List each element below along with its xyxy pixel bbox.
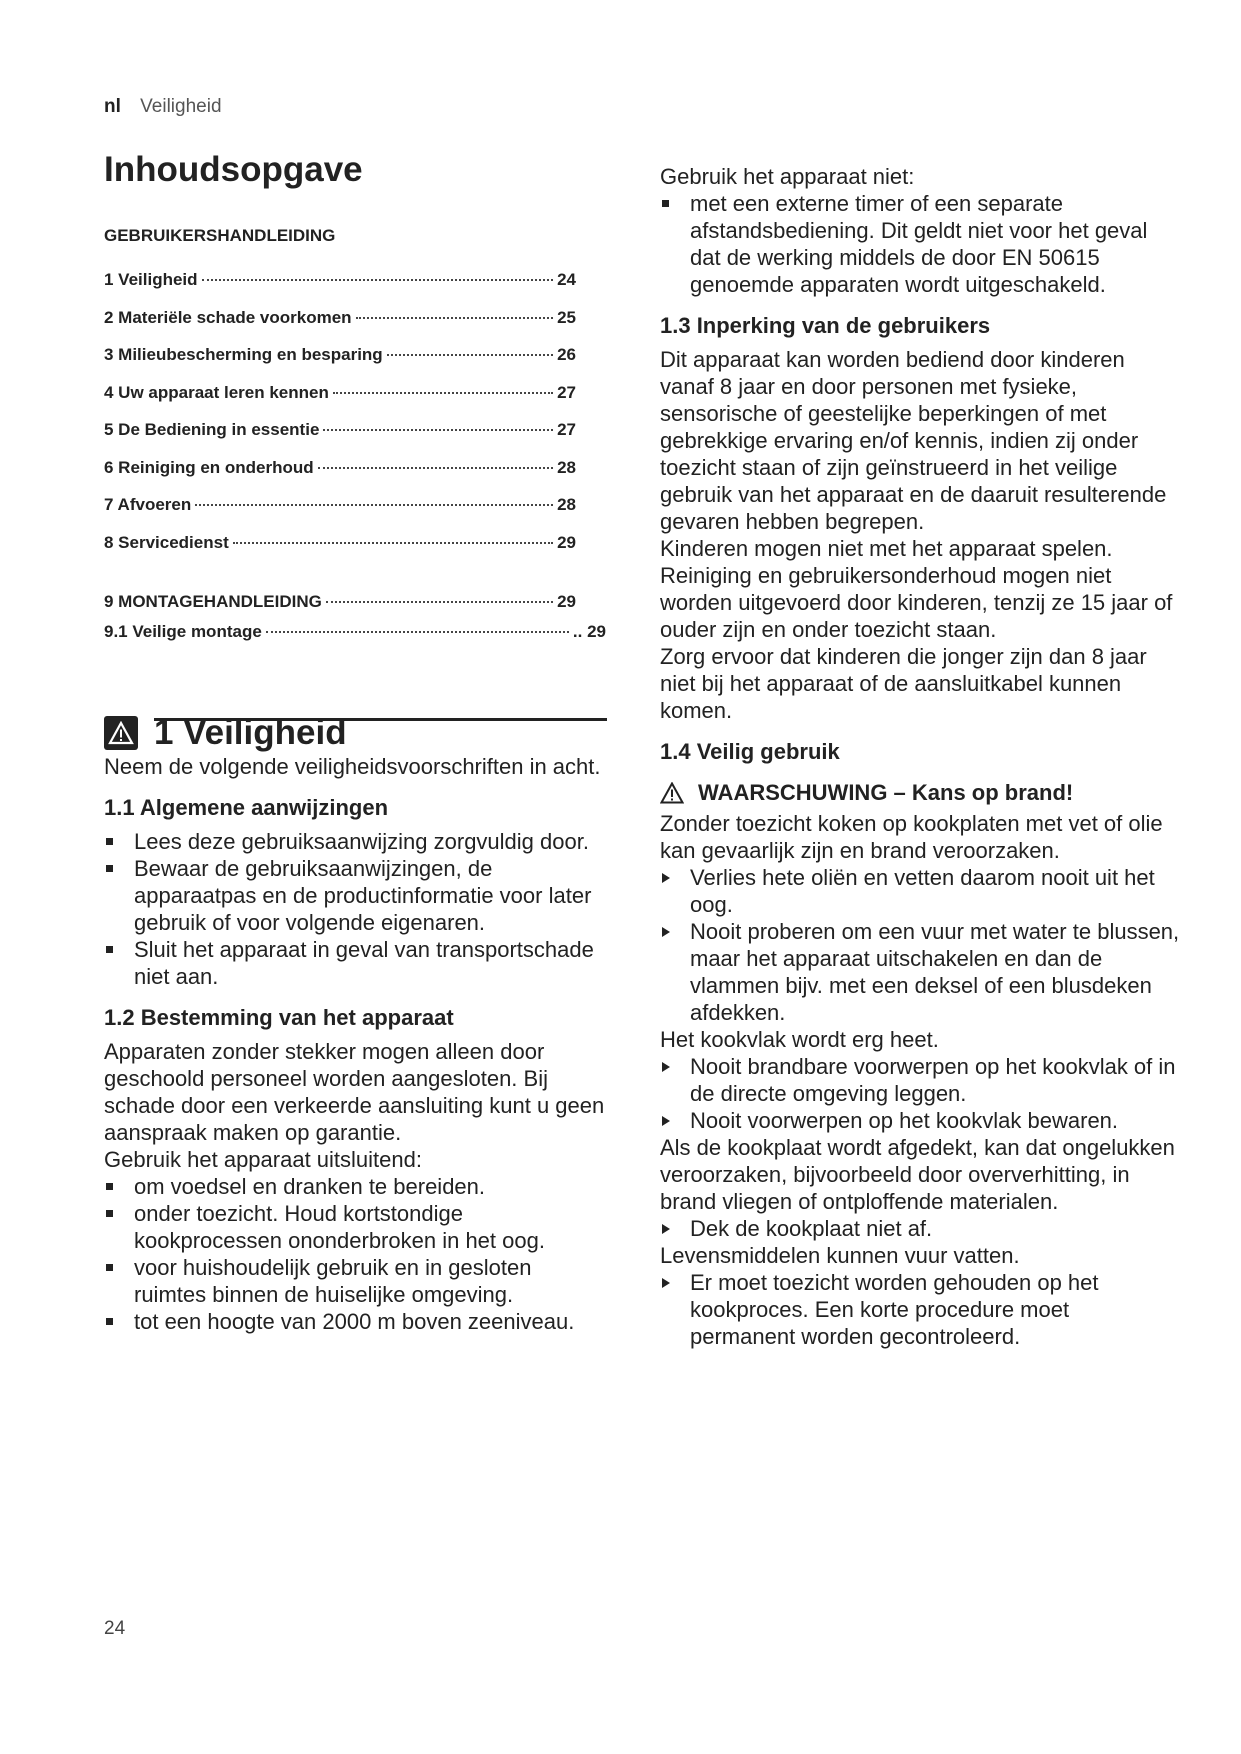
toc-entry-title: 9 MONTAGEHANDLEIDING xyxy=(104,592,322,611)
page-number: 24 xyxy=(104,1618,126,1639)
language-code: nl xyxy=(104,96,121,117)
paragraph: Levensmiddelen kunnen vuur vatten. xyxy=(660,1243,1020,1268)
paragraph: Als de kookplaat wordt afgedekt, kan dat ongelukken veroorzaken, bijvoorbeeld door oververhitting, in brand vliegen of ontploffende materialen. xyxy=(660,1135,1175,1214)
list-item: om voedsel en dranken te bereiden. xyxy=(104,1173,609,1200)
list-item: Nooit proberen om een vuur met water te blussen, maar het apparaat uitschakelen en dan de vlammen bijv. met een deksel of een blusdeken afdekken. xyxy=(660,918,1180,1026)
paragraph: Gebruik het apparaat uitsluitend: xyxy=(104,1147,422,1172)
section-heading-1-4: 1.4 Veilig gebruik xyxy=(660,739,840,764)
paragraph: Zonder toezicht koken op kookplaten met vet of olie kan gevaarlijk zijn en brand veroorzaken. xyxy=(660,811,1163,863)
toc-dots xyxy=(356,317,554,319)
page-header xyxy=(104,96,222,118)
list-item: Nooit voorwerpen op het kookvlak bewaren. xyxy=(660,1107,1180,1134)
toc-title: Inhoudsopgave xyxy=(104,150,363,189)
toc-entry[interactable] xyxy=(104,383,576,421)
toc-entry-title: 2 Materiële schade voorkomen xyxy=(104,307,352,327)
toc-entry[interactable] xyxy=(104,533,576,571)
intended-use-list xyxy=(104,1173,609,1335)
toc-entry[interactable] xyxy=(104,495,576,533)
toc-dots xyxy=(318,467,553,469)
toc-dots xyxy=(202,279,554,281)
toc-entry-montage[interactable] xyxy=(104,622,606,652)
toc-section-label: GEBRUIKERSHANDLEIDING xyxy=(104,226,336,245)
list-item: Dek de kookplaat niet af. xyxy=(660,1215,1180,1242)
header-section: Veiligheid xyxy=(140,96,222,117)
section-heading-1-2: 1.2 Bestemming van het apparaat xyxy=(104,1005,454,1030)
toc-entry-title: 6 Reiniging en onderhoud xyxy=(104,457,314,477)
toc-entry-page: 27 xyxy=(557,420,576,439)
list-item: voor huishoudelijk gebruik en in gesloten ruimtes binnen de huiselijke omgeving. xyxy=(104,1254,609,1308)
paragraph: Kinderen mogen niet met het apparaat spelen. xyxy=(660,536,1113,561)
toc-entry-title: 9.1 Veilige montage xyxy=(104,622,262,641)
toc-entry-title: 8 Servicedienst xyxy=(104,532,229,552)
toc-entry-page: 27 xyxy=(557,382,576,402)
toc-entry[interactable] xyxy=(104,270,576,308)
toc-dots xyxy=(323,429,553,431)
toc-dots xyxy=(326,601,553,603)
paragraph: Het kookvlak wordt erg heet. xyxy=(660,1027,939,1052)
toc-dots xyxy=(266,631,569,633)
section-heading-1-1: 1.1 Algemene aanwijzingen xyxy=(104,795,389,820)
toc-entry-page: 28 xyxy=(557,457,576,477)
toc-entry-page: 29 xyxy=(557,592,576,611)
list-item: tot een hoogte van 2000 m boven zeeniveau. xyxy=(104,1308,609,1335)
list-item: Nooit brandbare voorwerpen op het kookvlak of in de directe omgeving leggen. xyxy=(660,1053,1180,1107)
toc-entry-page: 29 xyxy=(557,532,576,552)
left-column xyxy=(104,150,609,1335)
toc-entry[interactable] xyxy=(104,345,576,383)
instruction-list xyxy=(660,864,1180,1026)
chapter-heading xyxy=(104,713,607,753)
toc-entry-page: .. 29 xyxy=(572,622,606,641)
toc-entry-page: 26 xyxy=(557,345,576,364)
list-item: Bewaar de gebruiksaanwijzingen, de apparaatpas en de productinformatie voor later gebruik of voor volgende eigenaren. xyxy=(104,855,609,936)
list-item: met een externe timer of een separate afstandsbediening. Dit geldt niet voor het geval dat de werking middels de door EN 50615 genoemde apparaten wordt uitgeschakeld. xyxy=(660,190,1180,298)
instruction-list xyxy=(660,1053,1180,1134)
chapter-title: 1 Veiligheid xyxy=(154,713,347,752)
list-item: Sluit het apparaat in geval van transportschade niet aan. xyxy=(104,936,609,990)
toc-entry-montage[interactable] xyxy=(104,592,576,622)
toc-entry-title: 5 De Bediening in essentie xyxy=(104,420,320,439)
toc-entry-page: 25 xyxy=(557,307,576,327)
fire-warning xyxy=(660,780,1180,806)
list-item: Lees deze gebruiksaanwijzing zorgvuldig door. xyxy=(104,828,609,855)
not-intended-use-list xyxy=(660,190,1180,298)
toc-entry[interactable] xyxy=(104,308,576,346)
instruction-list xyxy=(660,1215,1180,1242)
toc-entry-title: 3 Milieubescherming en besparing xyxy=(104,345,383,364)
toc-dots xyxy=(195,504,553,506)
paragraph: Apparaten zonder stekker mogen alleen door geschoold personeel worden aangesloten. Bij schade door een verkeerde aansluiting kunt u geen aanspraak maken op garantie. xyxy=(104,1039,605,1145)
chapter-intro: Neem de volgende veiligheidsvoorschriften in acht. xyxy=(104,754,601,779)
toc-entry-page: 24 xyxy=(557,270,576,289)
warning-triangle-icon xyxy=(660,782,684,804)
toc-entry[interactable] xyxy=(104,420,576,458)
toc-entry-page: 28 xyxy=(557,495,576,514)
list-item: onder toezicht. Houd kortstondige kookprocessen ononderbroken in het oog. xyxy=(104,1200,609,1254)
toc-entry[interactable] xyxy=(104,458,576,496)
warning-icon xyxy=(104,716,138,750)
paragraph: Zorg ervoor dat kinderen die jonger zijn dan 8 jaar niet bij het apparaat of de aansluitkabel kunnen komen. xyxy=(660,644,1147,723)
section-heading-1-3: 1.3 Inperking van de gebruikers xyxy=(660,313,991,338)
toc-dots xyxy=(333,392,553,394)
paragraph: Gebruik het apparaat niet: xyxy=(660,164,915,189)
toc-entry-title: 1 Veiligheid xyxy=(104,270,198,289)
general-instructions-list xyxy=(104,828,609,990)
list-item: Verlies hete oliën en vetten daarom nooit uit het oog. xyxy=(660,864,1180,918)
instruction-list xyxy=(660,1269,1180,1350)
paragraph: Dit apparaat kan worden bediend door kinderen vanaf 8 jaar en door personen met fysieke, sensorische of geestelijke beperkingen of met gebrekkige ervaring en/of kennis, indien zij onder toezicht staan of zijn geïnstrueerd in het veilige gebruik van het apparaat en de daaruit resulterende gevaren hebben begrepen. xyxy=(660,347,1167,534)
paragraph: Reiniging en gebruikersonderhoud mogen niet worden uitgevoerd door kinderen, tenzij ze 15 jaar of ouder zijn en onder toezicht staan. xyxy=(660,563,1173,642)
list-item: Er moet toezicht worden gehouden op het kookproces. Een korte procedure moet permanent worden gecontroleerd. xyxy=(660,1269,1180,1350)
toc-dots xyxy=(233,542,553,544)
warning-text: WAARSCHUWING – Kans op brand! xyxy=(698,780,1074,805)
right-column xyxy=(660,163,1180,1350)
toc-dots xyxy=(387,354,553,356)
toc-entry-title: 4 Uw apparaat leren kennen xyxy=(104,382,329,402)
toc-entry-title: 7 Afvoeren xyxy=(104,495,192,514)
